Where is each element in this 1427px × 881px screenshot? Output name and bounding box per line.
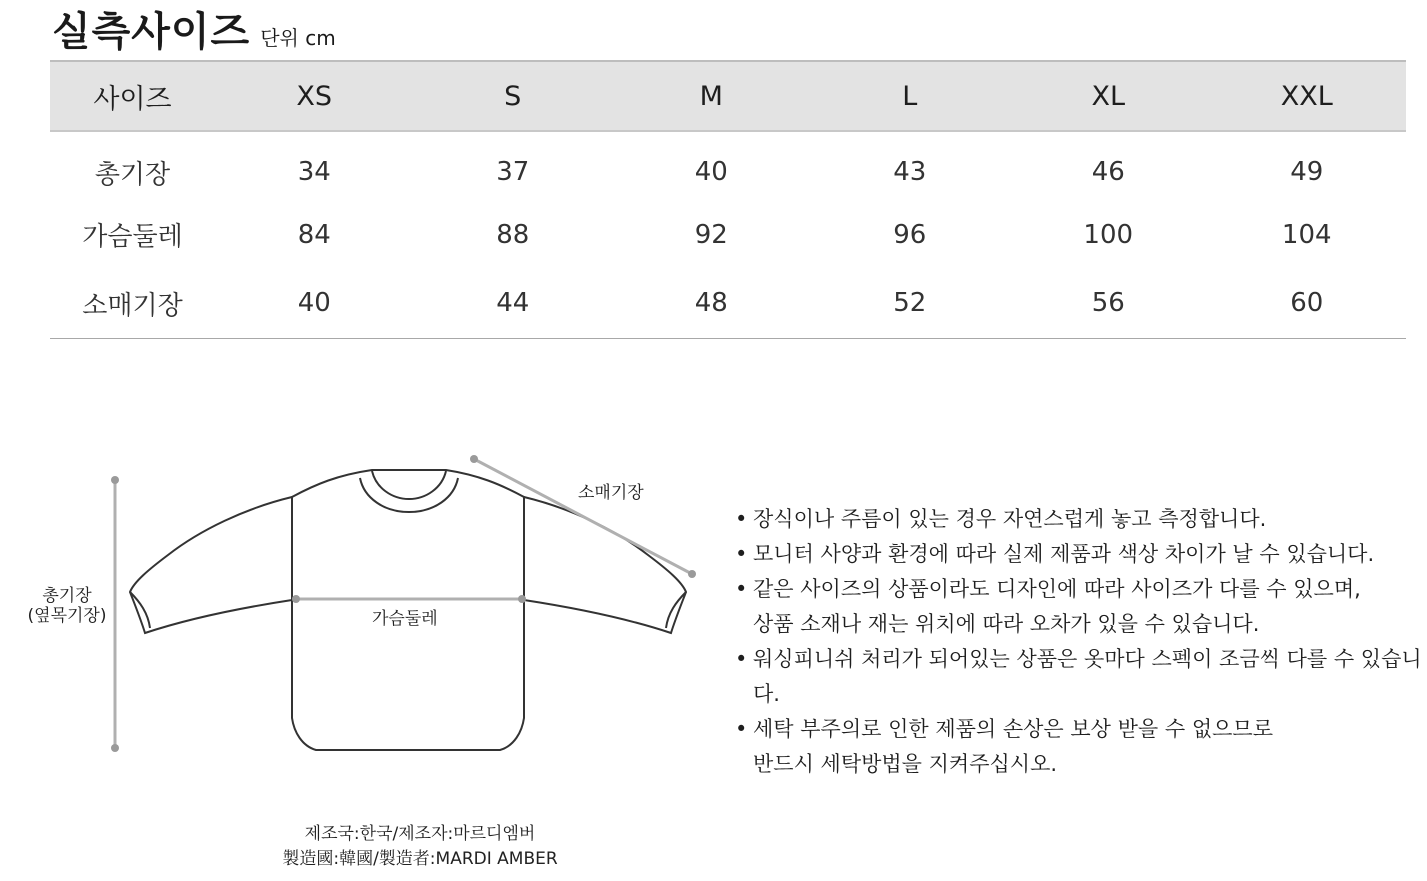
- note-text: 워싱피니쉬 처리가 되어있는 상품은 옷마다 스펙이 조금씩 다를 수 있습니다.: [753, 647, 1422, 706]
- manufacturer-line-korean: 제조국:한국/제조자:마르디엠버: [304, 824, 536, 844]
- table-cell: 96: [893, 219, 927, 250]
- table-cell: 43: [893, 157, 927, 187]
- column-header: XL: [1009, 61, 1208, 131]
- column-header: S: [414, 61, 613, 131]
- row-label: 가슴둘레: [82, 222, 183, 252]
- manufacturer-info: [270, 822, 570, 872]
- table-cell: 40: [215, 269, 414, 338]
- page-title: 실측사이즈: [52, 9, 251, 55]
- size-chart-title: [52, 2, 336, 55]
- unit-label: 단위 cm: [260, 26, 336, 50]
- sleeve-measure-dot: [688, 570, 696, 578]
- row-label: 총기장: [94, 159, 171, 190]
- right-sleeve-outline: [524, 497, 686, 633]
- column-header: XS: [215, 61, 414, 131]
- table-cell: 48: [612, 269, 811, 338]
- bullet: •: [735, 507, 748, 531]
- table-cell: 60: [1208, 269, 1407, 338]
- sweatshirt-measurement-diagram: [0, 440, 720, 780]
- table-cell: 88: [496, 219, 530, 250]
- manufacturer-line-hanja: 製造國:韓國/製造者:MARDI AMBER: [282, 849, 558, 869]
- note-text-continued: 상품 소재나 재는 위치에 따라 오차가 있을 수 있습니다.: [753, 612, 1260, 636]
- table-cell: 52: [811, 269, 1010, 338]
- table-cell: 92: [694, 219, 728, 250]
- table-row: [50, 131, 1406, 200]
- note-text: 세탁 부주의로 인한 제품의 손상은 보상 받을 수 없으므로: [753, 717, 1273, 741]
- note-text-continued: 반드시 세탁방법을 지켜주십시오.: [753, 752, 1058, 776]
- total-length-label: [20, 586, 114, 627]
- total-length-label-sub: (옆목기장): [27, 606, 107, 627]
- total-length-label-main: 총기장: [42, 586, 92, 606]
- table-cell: 46: [1091, 157, 1125, 187]
- row-label: 소매기장: [50, 269, 215, 338]
- table-row: [50, 200, 1406, 269]
- table-cell: 37: [496, 157, 530, 187]
- list-item: [735, 502, 1425, 537]
- table-header-row: [50, 61, 1406, 131]
- chest-measure-dot: [518, 595, 526, 603]
- note-text: 같은 사이즈의 상품이라도 디자인에 따라 사이즈가 다를 수 있으며,: [753, 577, 1361, 601]
- list-item: [735, 572, 1425, 642]
- table-cell: 56: [1009, 269, 1208, 338]
- table-cell: 44: [414, 269, 613, 338]
- table-cell: 49: [1290, 157, 1324, 187]
- bullet: •: [735, 577, 748, 601]
- note-text: 모니터 사양과 환경에 따라 실제 제품과 색상 차이가 날 수 있습니다.: [753, 542, 1375, 566]
- table-cell: 40: [694, 157, 728, 187]
- list-item: [735, 642, 1425, 712]
- bullet: •: [735, 647, 748, 671]
- column-header: M: [612, 61, 811, 131]
- care-notes-list: [735, 502, 1425, 782]
- size-table: [50, 60, 1406, 339]
- column-header: L: [811, 61, 1010, 131]
- table-cell: 84: [297, 219, 331, 250]
- length-measure-dot: [111, 476, 119, 484]
- sleeve-length-label: 소매기장: [578, 483, 644, 503]
- table-cell: 34: [297, 157, 331, 187]
- column-header: 사이즈: [50, 61, 215, 131]
- left-sleeve-outline: [130, 497, 292, 633]
- chest-label: 가슴둘레: [372, 609, 438, 629]
- table-row: [50, 269, 1406, 338]
- length-measure-dot: [111, 744, 119, 752]
- column-header: XXL: [1208, 61, 1407, 131]
- bullet: •: [735, 717, 748, 741]
- sleeve-measure-dot: [470, 455, 478, 463]
- list-item: [735, 712, 1425, 782]
- note-text: 장식이나 주름이 있는 경우 자연스럽게 놓고 측정합니다.: [753, 507, 1267, 531]
- list-item: [735, 537, 1425, 572]
- chest-measure-dot: [292, 595, 300, 603]
- table-cell: 104: [1281, 219, 1332, 250]
- bullet: •: [735, 542, 748, 566]
- table-cell: 100: [1083, 219, 1134, 250]
